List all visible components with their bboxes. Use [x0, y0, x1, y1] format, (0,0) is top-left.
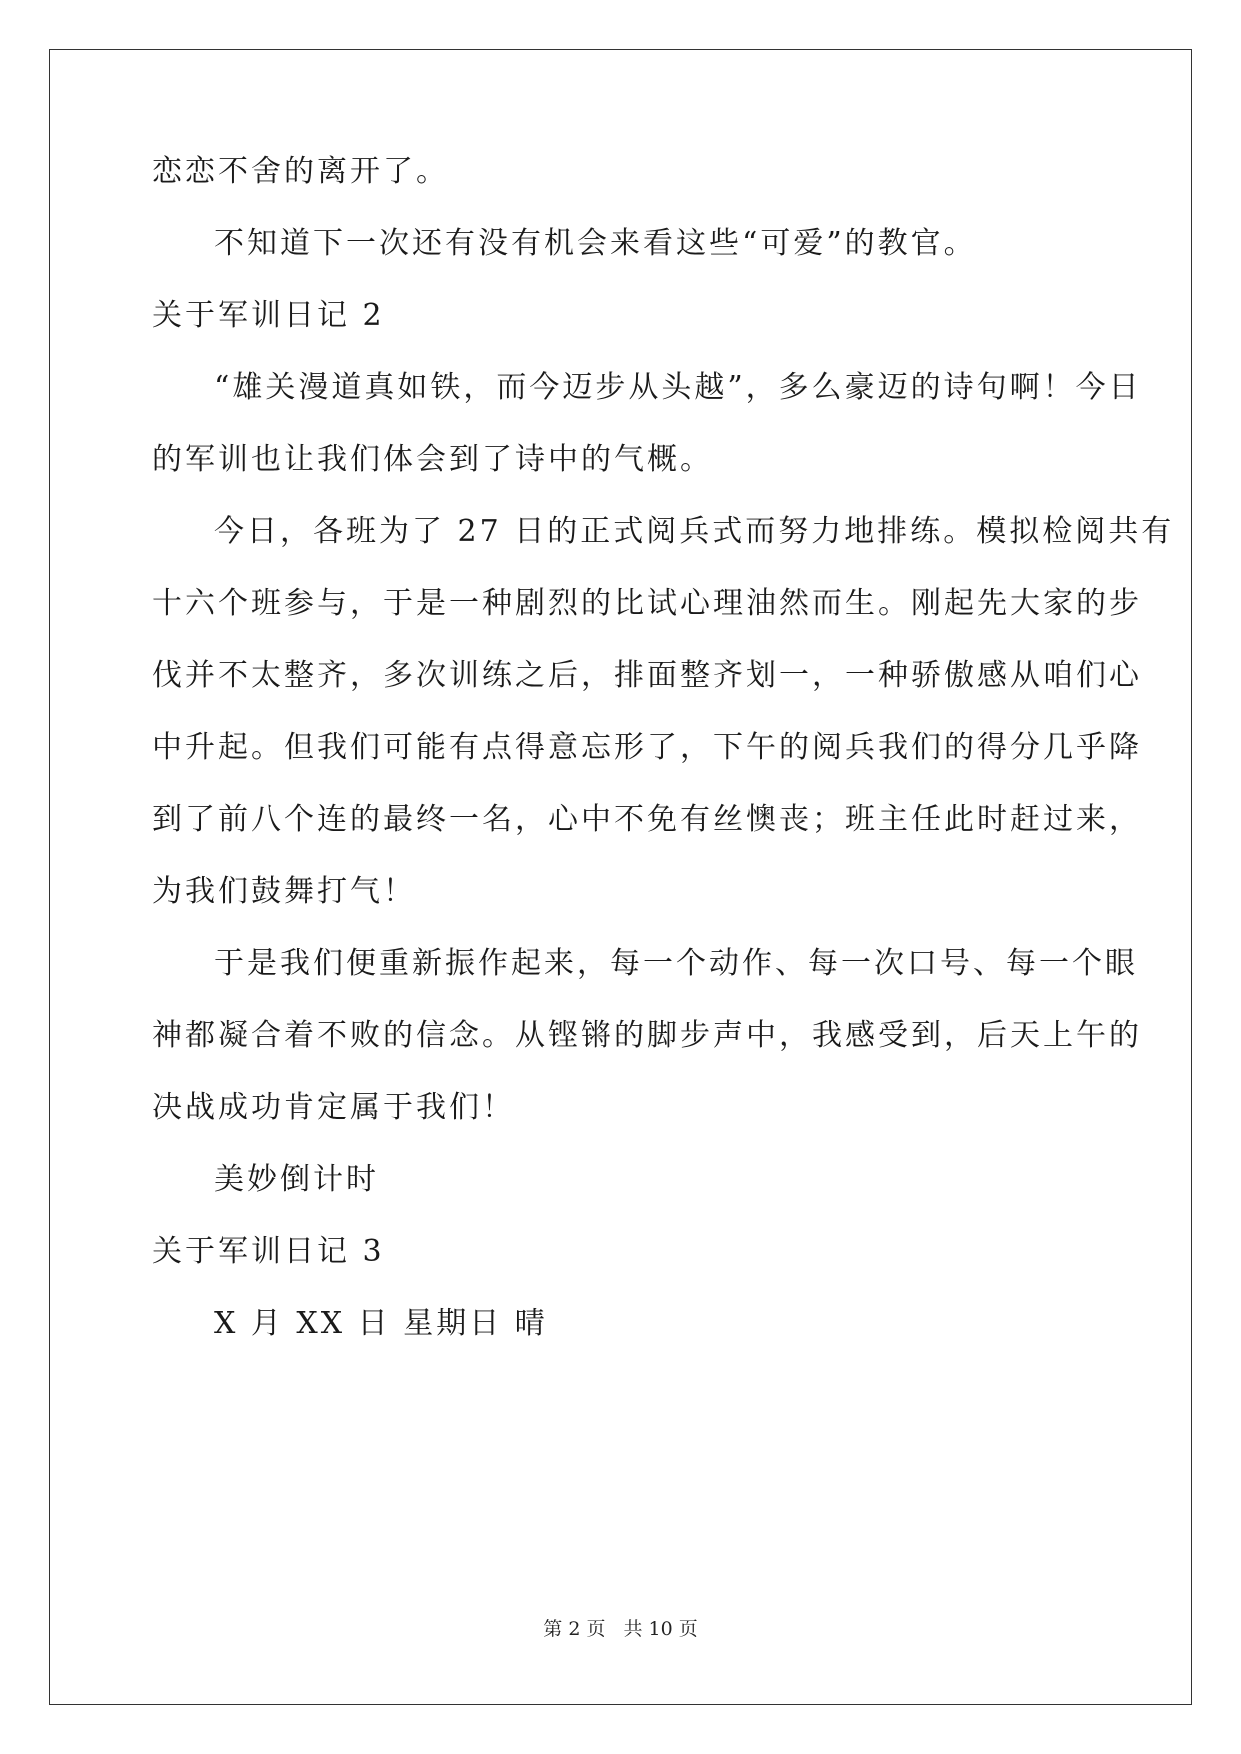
paragraph-line: 到了前八个连的最终一名，心中不免有丝懊丧；班主任此时赶过来，: [152, 802, 1142, 837]
page-total: 共 10 页: [623, 1618, 698, 1640]
paragraph-line: “雄关漫道真如铁，而今迈步从头越”，多么豪迈的诗句啊！今日: [214, 370, 1142, 405]
paragraph-line: 中升起。但我们可能有点得意忘形了，下午的阅兵我们的得分几乎降: [152, 730, 1142, 765]
paragraph-line: 神都凝合着不败的信念。从铿锵的脚步声中，我感受到，后天上午的: [152, 1018, 1142, 1053]
page-number: 第 2 页: [543, 1618, 606, 1640]
paragraph-line: 伐并不太整齐，多次训练之后，排面整齐划一，一种骄傲感从咱们心: [152, 658, 1142, 693]
paragraph-line: 的军训也让我们体会到了诗中的气概。: [152, 442, 713, 477]
section-heading: 关于军训日记 3: [152, 1234, 385, 1269]
paragraph-line: 决战成功肯定属于我们！: [152, 1090, 515, 1125]
section-heading: 关于军训日记 2: [152, 298, 385, 333]
paragraph-line: 于是我们便重新振作起来，每一个动作、每一次口号、每一个眼: [214, 946, 1138, 981]
paragraph-line: 今日，各班为了 27 日的正式阅兵式而努力地排练。模拟检阅共有: [214, 514, 1175, 549]
page-footer: [0, 1617, 1241, 1641]
paragraph-line: 美妙倒计时: [214, 1162, 379, 1197]
paragraph-line: 恋恋不舍的离开了。: [152, 154, 449, 189]
paragraph-line: 十六个班参与，于是一种剧烈的比试心理油然而生。刚起先大家的步: [152, 586, 1142, 621]
date-line: X 月 XX 日 星期日 晴: [214, 1306, 548, 1341]
paragraph-line: 不知道下一次还有没有机会来看这些“可爱”的教官。: [214, 226, 977, 261]
paragraph-line: 为我们鼓舞打气！: [152, 874, 416, 909]
